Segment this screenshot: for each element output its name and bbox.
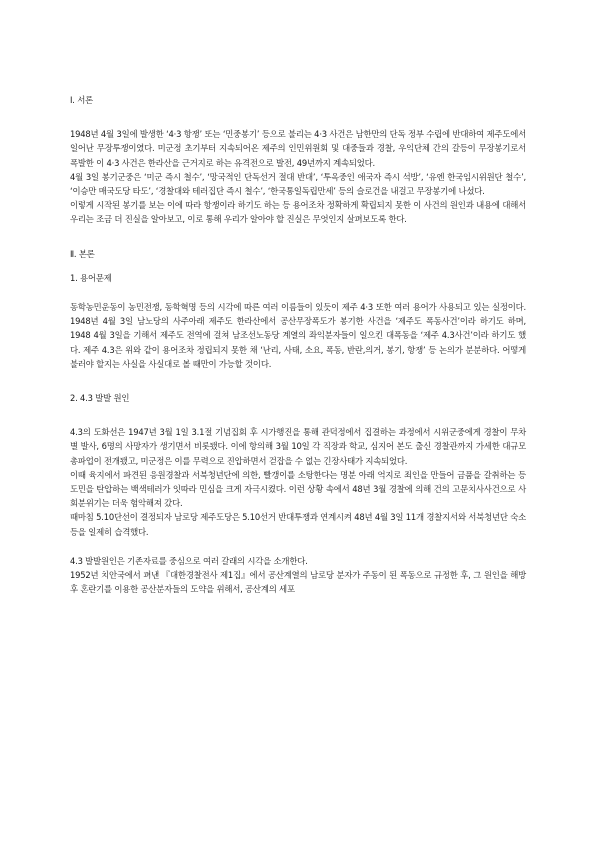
paragraph: 동학농민운동이 농민전쟁, 동학혁명 등의 시각에 따른 여러 이름들이 있듯이 제주 4·3 또한 여러 용어가 사용되고 있는 실정이다. 1948년 4월 3일 남노당의 사주아래 제주도 한라산에서 공산무장폭도가 봉기한 사건을 ‘제주도 폭동사건’이라 하기도 하며, 1948 4월 3일을 기해서 제주도 전역에 걸쳐 남조선노동당 계열의 좌익분자들이 일으킨 대폭동을 ‘제주 4.3사건’이라 하기도 했다. 제주 4.3은 위와 같이 용어조차 정립되지 못한 채 ‘난리, 사태, 소요, 폭동, 반란,의거, 봉기, 항쟁’ 등 논의가 분분하다. 어떻게 불러야 할지는 사실을 사실대로 볼 때만이 가능할 것이다.: [70, 302, 526, 369]
paragraph: 이때 육지에서 파견된 응원경찰과 서북청년단에 의한, 빨갱이를 소탕한다는 명분 아래 억지로 죄인을 만들어 금품을 갈취하는 등 도민을 탄압하는 백색테러가 잇따라 민심을 크게 자극시켰다. 이런 상황 속에서 48년 3월 경찰에 의해 건의 고문치사사건으로 사회분위기는 더욱 험악해져 갔다.: [70, 469, 526, 509]
section-heading-body: Ⅱ. 본론: [70, 248, 95, 259]
document-body: [70, 93, 526, 596]
section-heading-introduction: Ⅰ. 서론: [70, 95, 93, 105]
subsection-heading-terms: 1. 용어문제: [70, 272, 112, 283]
paragraph: 이렇게 시작된 봉기를 보는 이에 따라 항쟁이라 하기도 하는 등 용어조차 정확하게 확립되지 못한 이 사건의 원인과 내용에 대해서 우리는 조금 더 진실을 알아보고, 이로 통해 우리가 알아야 할 진실은 무엇인지 살펴보도록 한다.: [70, 200, 526, 225]
paragraph: 1952년 치안국에서 펴낸 『대한경찰전사 제1집』에서 공산계열의 남로당 분자가 주동이 된 폭동으로 규정한 후, 그 원인을 해방 후 혼란기를 이용한 공산분자들의 도약을 위해서, 공산계의 세포: [70, 570, 526, 595]
paragraph: 때마침 5.10단선이 결정되자 남로당 제주도당은 5.10선거 반대투쟁과 연계시켜 48년 4월 3일 11개 경찰지서와 서북청년단 숙소 등을 일제히 습격했다.: [70, 512, 526, 537]
paragraph: 1948년 4월 3일에 발생한 ‘4·3 항쟁’ 또는 ‘민중봉기’ 등으로 불리는 4·3 사건은 남한만의 단독 정부 수립에 반대하여 제주도에서 일어난 무장투쟁이였다. 미군정 초기부터 지속되어온 제주의 인민위원회 및 대중들과 경찰, 우익단체 간의 갈등이 무장봉기로서 폭발한 이 4·3 사건은 한라산을 근거지로 하는 유격전으로 발전, 49년까지 계속되었다.: [70, 129, 526, 168]
paragraph: 4.3의 도화선은 1947년 3월 1일 3.1절 기념집회 후 시가행진을 통해 관덕정에서 집결하는 과정에서 시위군중에게 경찰이 무차별 발사, 6명의 사망자가 생기면서 비롯됐다. 이에 항의해 3월 10일 각 직장과 학교, 심지어 본도 출신 경찰관까지 가세한 대규모 총파업이 전개됐고, 미군정은 이를 무력으로 진압하면서 걷잡을 수 없는 긴장사태가 지속되었다.: [70, 427, 526, 466]
paragraph: 4.3 발발원인은 기존자료를 중심으로 여러 갈래의 시각을 소개한다.: [70, 555, 308, 566]
subsection-heading-causes: 2. 4.3 발발 원인: [70, 393, 130, 404]
paragraph: 4월 3일 봉기군중은 ‘미군 즉시 철수’, ‘망국적인 단독선거 절대 반대’, ‘투옥중인 애국자 즉시 석방’, ‘유엔 한국임시위원단 철수’, ‘이승만 매국도당 타도’, ‘경찰대와 테러집단 즉시 철수’, ‘한국통일독립만세’ 등의 슬로건을 내걸고 무장봉기에 나섰다.: [70, 171, 526, 197]
